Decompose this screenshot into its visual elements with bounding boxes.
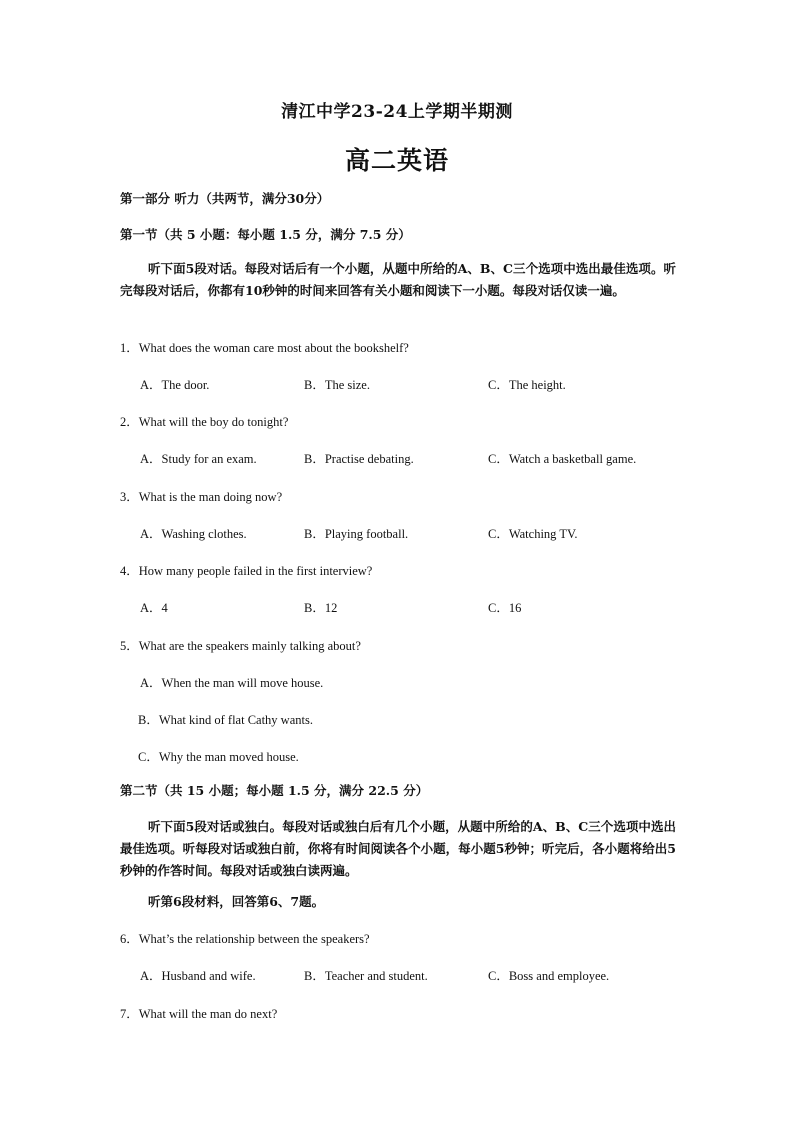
- question-3: 3．What is the man doing now?: [120, 490, 283, 504]
- q3-option-c: C．Watching TV.: [488, 527, 578, 541]
- question-4: 4．How many people failed in the first interview?: [120, 564, 373, 578]
- section2-instructions: 听下面5段对话或独白。每段对话或独白后有几个小题，从题中所给的A、B、C三个选项中选出最佳选项。听每段对话或独白前，你将有时间阅读各个小题，每小题5秒钟；听完后，各小题将给出5秒钟的作答时间。每段对话或独白读两遍。: [120, 819, 676, 878]
- question-1: 1．What does the woman care most about the bookshelf?: [120, 341, 409, 355]
- q5-option-c: C．Why the man moved house.: [138, 750, 299, 764]
- q5-option-a: A．When the man will move house.: [140, 676, 324, 690]
- q2-option-b: B．Practise debating.: [304, 452, 414, 466]
- q4-option-c: C．16: [488, 601, 522, 615]
- q5-option-b: B．What kind of flat Cathy wants.: [138, 713, 313, 727]
- q2-option-c: C．Watch a basketball game.: [488, 452, 637, 466]
- section1-instructions: 听下面5段对话。每段对话后有一个小题，从题中所给的A、B、C三个选项中选出最佳选项。听完每段对话后，你都有10秒钟的时间来回答有关小题和阅读下一小题。每段对话仅读一遍。: [120, 261, 676, 298]
- q6-option-a: A．Husband and wife.: [140, 969, 256, 983]
- q4-option-b: B．12: [304, 601, 338, 615]
- q1-option-a: A．The door.: [140, 378, 210, 392]
- question-2: 2．What will the boy do tonight?: [120, 415, 289, 429]
- exam-subject: 高二英语: [344, 146, 449, 175]
- part1-heading: 第一部分 听力（共两节，满分30分）: [120, 191, 330, 206]
- q4-option-a: A．4: [140, 601, 168, 615]
- material-note: 听第6段材料，回答第6、7题。: [148, 894, 325, 909]
- q3-option-b: B．Playing football.: [304, 527, 409, 541]
- q2-option-a: A．Study for an exam.: [140, 452, 257, 466]
- q1-option-c: C．The height.: [488, 378, 566, 392]
- question-7: 7．What will the man do next?: [120, 1007, 278, 1021]
- q6-option-b: B．Teacher and student.: [304, 969, 428, 983]
- q6-option-c: C．Boss and employee.: [488, 969, 610, 983]
- exam-title: 清江中学23-24上学期半期测: [281, 102, 513, 122]
- q3-option-a: A．Washing clothes.: [140, 527, 247, 541]
- q1-option-b: B．The size.: [304, 378, 370, 392]
- section1-heading: 第一节（共 5 小题：每小题 1.5 分，满分 7.5 分）: [120, 227, 411, 242]
- question-6: 6．What’s the relationship between the speakers?: [120, 932, 370, 946]
- question-5: 5．What are the speakers mainly talking about?: [120, 639, 361, 653]
- section2-heading: 第二节（共 15 小题；每小题 1.5 分，满分 22.5 分）: [120, 783, 429, 798]
